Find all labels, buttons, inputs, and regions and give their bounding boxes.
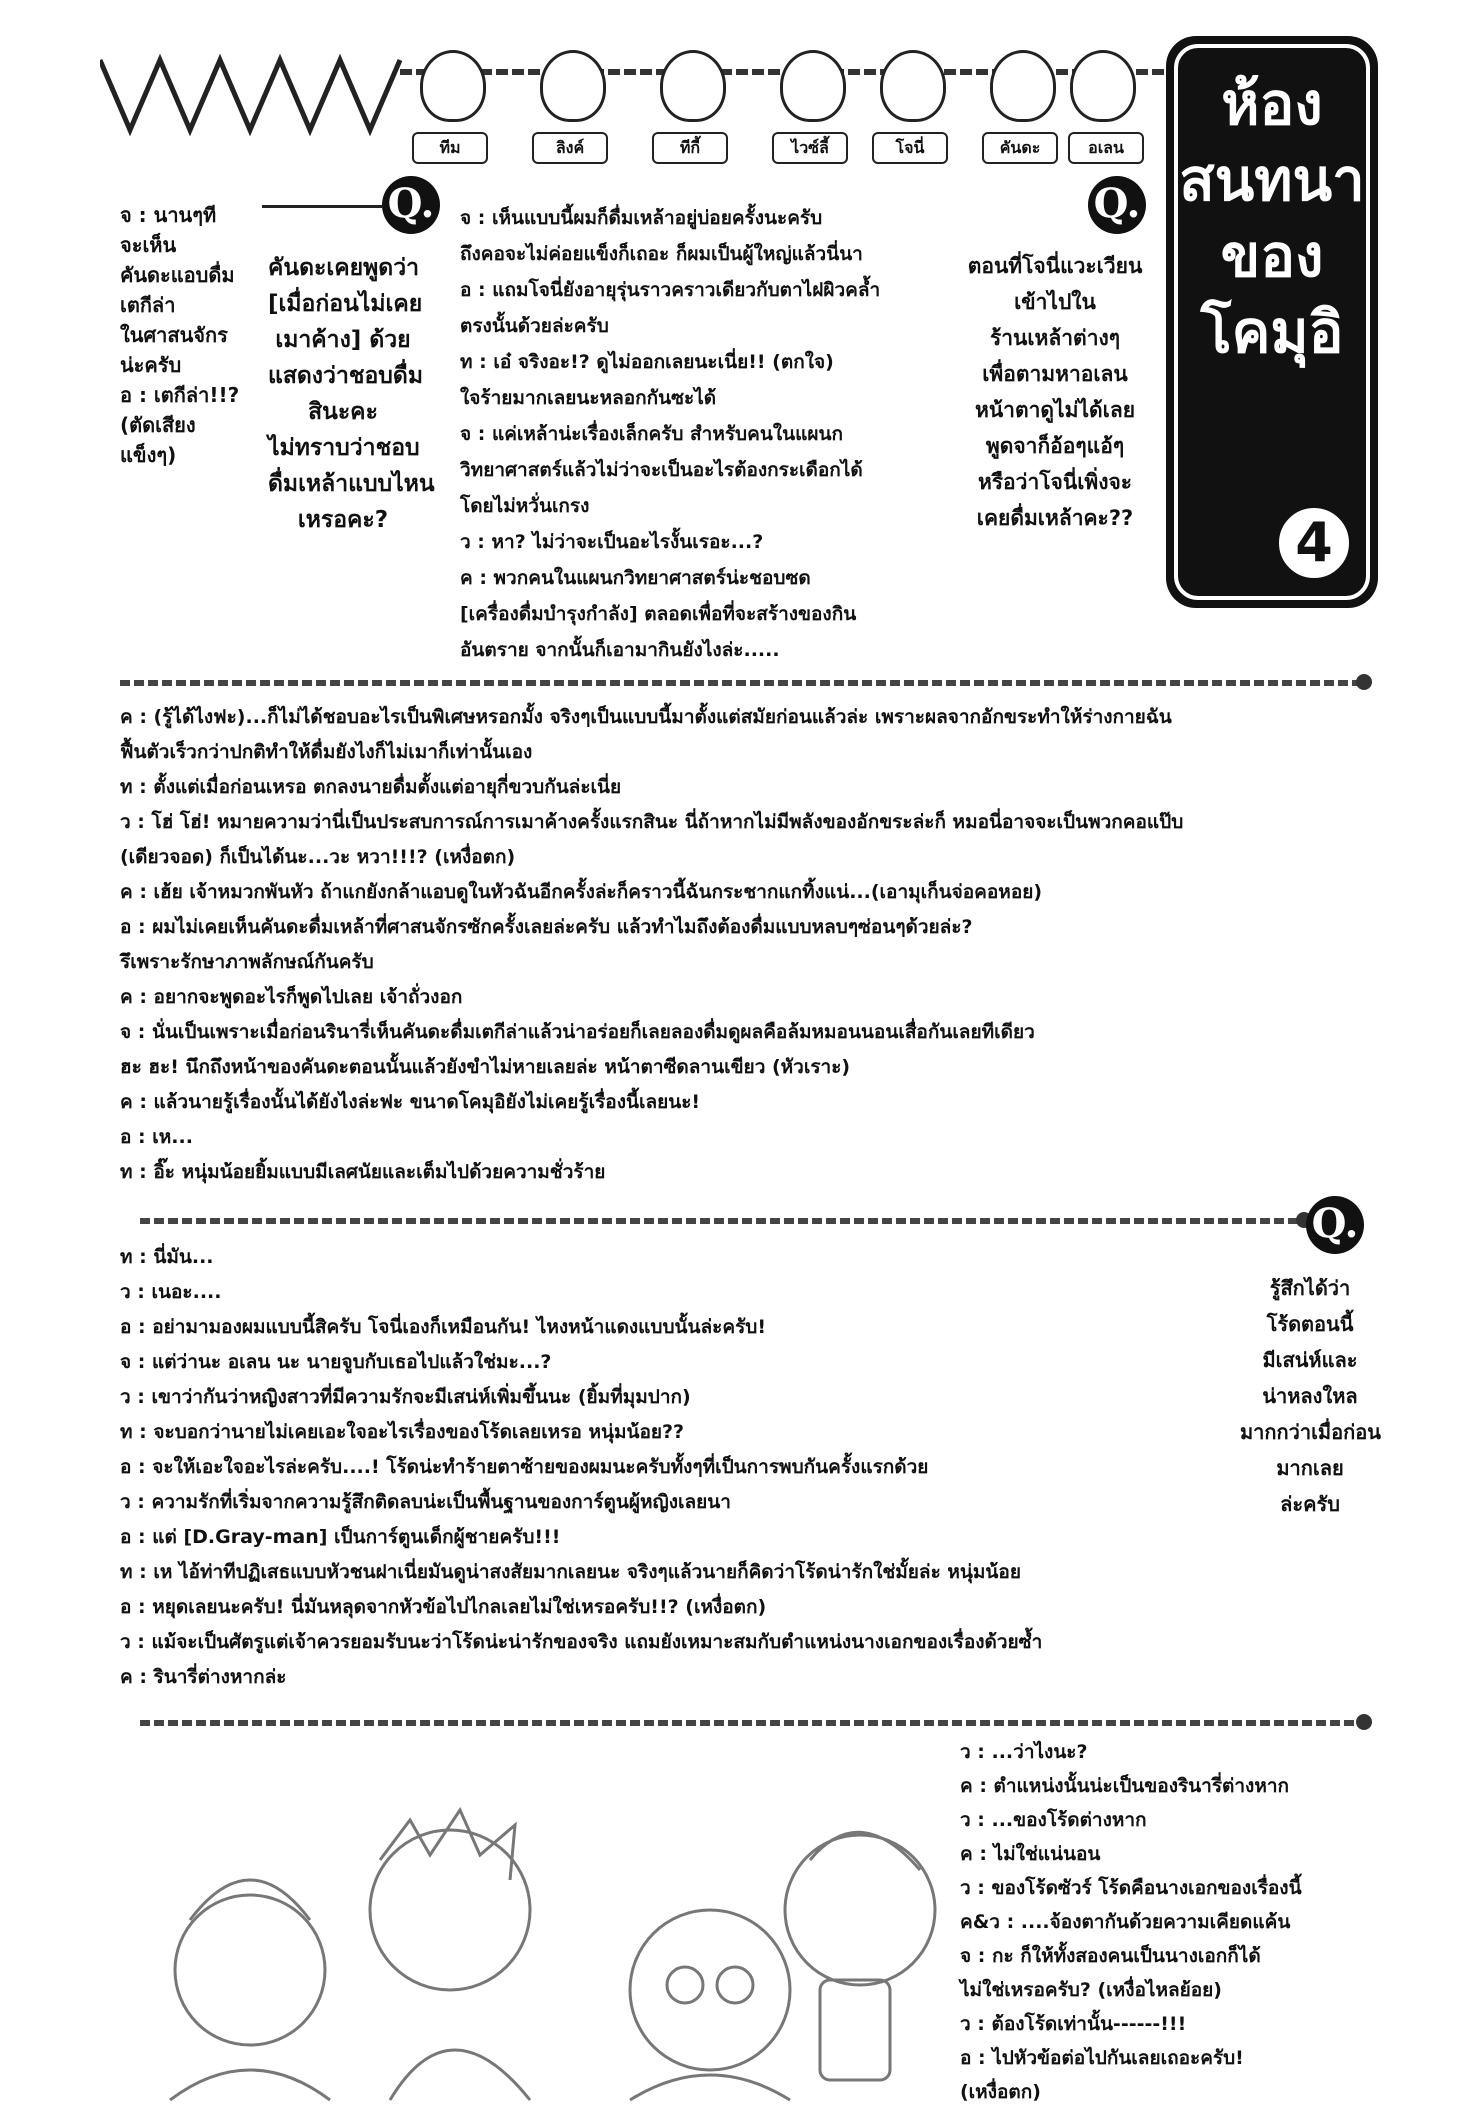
character-tag: โจนี่ bbox=[872, 132, 948, 164]
character-face-wisely bbox=[780, 50, 846, 122]
character-face-tiki bbox=[660, 50, 726, 122]
q-badge: Q. bbox=[1306, 1196, 1364, 1254]
section-divider bbox=[140, 1720, 1360, 1726]
character-tag: ทีม bbox=[412, 132, 488, 164]
page-title: ห้อง สนทนา ของ โคมุอิ bbox=[1179, 70, 1365, 366]
q-badge: Q. bbox=[1088, 176, 1146, 234]
section-divider bbox=[140, 1218, 1300, 1224]
section-divider bbox=[120, 680, 1360, 686]
character-tag: ไวซ์ลี้ bbox=[772, 132, 848, 164]
answer-left: จ : นานๆที จะเห็น คันดะแอบดื่ม เตกีล่า ในศาสนจักร น่ะครับ อ : เตกีล่า!!? (ตัดเสียง แข็งๆ) bbox=[120, 203, 240, 467]
question-section-3: รู้สึกได้ว่า โร้ดตอนนี้ มีเสน่ห์และ น่าหลงใหล มากกว่าเมื่อก่อน มากเลย ล่ะครับ bbox=[1240, 1276, 1381, 1516]
dialogue-section-3: ท : นี่มัน... ว : เนอะ.... อ : อย่ามามองผมแบบนี้สิครับ โจนี่เองก็เหมือนกัน! ไหงหน้าแดงแบบนั้นล่ะครับ! จ : แต่ว่านะ อเลน นะ นายจูบกับเธอไปแล้วใช่มะ...? ว : เขาว่ากันว่าหญิงสาวที่มีความรักจะมีเสน่ห์เพิ่มขึ้นนะ (ยิ้มที่มุมปาก) ท : จะบอกว่านายไม่เคยเอะใจอะไรเรื่องของโร้ดเลยเหรอ หนุ่มน้อย?? อ : จะให้เอะใจอะไรล่ะครับ....! โร้ดน่ะทำร้ายตาซ้ายของผมนะครับทั้งๆที่เป็นการพบกันครั้งแรกด้วย ว : ความรักที่เริ่มจากความรู้สึกติดลบน่ะเป็นพื้นฐานของการ์ตูนผู้หญิงเลยนา อ : แต่ [D.Gray-man] เป็นการ์ตูนเด็กผู้ชายครับ!!! ท : เห ไอ้ท่าทีปฏิเสธแบบหัวชนฝาเนี่ยมันดูน่าสงสัยมากเลยนะ จริงๆแล้วนายก็คิดว่าโร้ดน่ารักใช่มั้ยล่ะ หนุ่มน้อย อ : หยุดเลยนะครับ! นี่มันหลุดจากหัวข้อไปไกลเลยไม่ใช่เหรอครับ!!? (เหงื่อตก) ว : แม้จะเป็นศัตรูแต่เจ้าควรยอมรับนะว่าโร้ดน่ะน่ารักของจริง แถมยังเหมาะสมกับตำแหน่งนางเอกของเรื่องด้วยซ้ำ ค : รินารี่ต่างหากล่ะ bbox=[120, 1246, 1043, 1688]
question-right: ตอนที่โจนี่แวะเวียน เข้าไปใน ร้านเหล้าต่างๆ เพื่อตามหาอเลน หน้าตาดูไม่ได้เลย พูดจาก็อ้อๆแอ้ๆ หรือว่าโจนี่เพิ่งจะ เคยดื่มเหล้าคะ?? bbox=[967, 254, 1143, 530]
dialogue-section-4: ว : ...ว่าไงนะ? ค : ตำแหน่งนั้นน่ะเป็นของรินารี่ต่างหาก ว : ...ของโร้ดต่างหาก ค : ไม่ใช่แน่นอน ว : ของโร้ดซัวร์ โร้ดคือนางเอกของเรื่องนี้ ค&ว : ....จ้องตากันด้วยความเคียดแค้น จ : กะ ก็ให้ทั้งสองคนเป็นนางเอกก็ได้ ไม่ใช่เหรอครับ? (เหงื่อไหลย้อย) ว : ต้องโร้ดเท่านั้น------!!! อ : ไปหัวข้อต่อไปกันเลยเถอะครับ! (เหงื่อตก) bbox=[960, 1741, 1302, 2103]
character-tag: อเลน bbox=[1068, 132, 1144, 164]
character-tag: ทีกี้ bbox=[652, 132, 728, 164]
character-face-link bbox=[540, 50, 606, 122]
character-face-tim bbox=[420, 50, 486, 122]
dialogue-section-2: ค : (รู้ได้ไงฟะ)...ก็ไม่ได้ชอบอะไรเป็นพิเศษหรอกมั้ง จริงๆเป็นแบบนี้มาตั้งแต่สมัยก่อนแล้วล่ะ เพราะผลจากอักขระทำให้ร่างกายฉัน ฟื้นตัวเร็วกว่าปกติทำให้ดื่มยังไงก็ไม่เมาก็เท่านั้นเอง ท : ตั้งแต่เมื่อก่อนเหรอ ตกลงนายดื่มตั้งแต่อายุกี่ขวบกันล่ะเนี่ย ว : โฮ่ โฮ่! หมายความว่านี่เป็นประสบการณ์การเมาค้างครั้งแรกสินะ นี่ถ้าหากไม่มีพลังของอักขระล่ะก็ หมอนี่อาจจะเป็นพวกคอแป๊บ (เดียวจอด) ก็เป็นได้นะ...วะ หวา!!!? (เหงื่อตก) ค : เฮ้ย เจ้าหมวกพันหัว ถ้าแกยังกล้าแอบดูในหัวฉันอีกครั้งล่ะก็คราวนี้ฉันกระชากแกทิ้งแน่...(เอามุเก็นจ่อคอหอย) อ : ผมไม่เคยเห็นคันดะดื่มเหล้าที่ศาสนจักรซักครั้งเลยล่ะครับ แล้วทำไมถึงต้องดื่มแบบหลบๆซ่อนๆด้วยล่ะ? รึเพราะรักษาภาพลักษณ์กันครับ ค : อยากจะพูดอะไรก็พูดไปเลย เจ้าถั่วงอก จ : นั่นเป็นเพราะเมื่อก่อนรินารี่เห็นคันดะดื่มเตกีล่าแล้วน่าอร่อยก็เลยลองดื่มดูผลคือล้มหมอนนอนเสื่อกันเลยทีเดียว ฮะ ฮะ! นึกถึงหน้าของคันดะตอนนั้นแล้วยังขำไม่หายเลยล่ะ หน้าตาซีดลานเขียว (หัวเราะ) ค : แล้วนายรู้เรื่องนั้นได้ยังไงล่ะฟะ ขนาดโคมุอิยังไม่เคยรู้เรื่องนี้เลยนะ! อ : เห... ท : อิ๊ะ หนุ่มน้อยยิ้มแบบมีเลศนัยและเต็มไปด้วยความชั่วร้าย bbox=[120, 706, 1184, 1183]
character-face-johnny bbox=[880, 50, 946, 122]
character-face-kanda bbox=[990, 50, 1056, 122]
character-tag: ลิงค์ bbox=[532, 132, 608, 164]
characters-sketch-illustration bbox=[130, 1800, 950, 2110]
character-face-allen bbox=[1070, 50, 1136, 122]
answer-right: จ : เห็นแบบนี้ผมก็ดื่มเหล้าอยู่บ่อยครั้งนะครับ ถึงคอจะไม่ค่อยแข็งก็เถอะ ก็ผมเป็นผู้ใหญ่แล้วนี่นา อ : แถมโจนี่ยังอายุรุ่นราวคราวเดียวกับตาไฝผิวคล้ำ ตรงนั้นด้วยล่ะครับ ท : เอ๋ จริงอะ!? ดูไม่ออกเลยนะเนี่ย!! (ตกใจ) ใจร้ายมากเลยนะหลอกกันซะได้ จ : แค่เหล้าน่ะเรื่องเล็กครับ สำหรับคนในแผนก วิทยาศาสตร์แล้วไม่ว่าจะเป็นอะไรต้องกระเดือกได้ โดยไม่หวั่นเกรง ว : หา? ไม่ว่าจะเป็นอะไรงั้นเรอะ...? ค : พวกคนในแผนกวิทยาศาสตร์น่ะชอบซด [เครื่องดื่มบำรุงกำลัง] ตลอดเพื่อที่จะสร้างของกิน อันตราย จากนั้นก็เอามากินยังไงล่ะ..... bbox=[460, 207, 881, 661]
question-left: คันดะเคยพูดว่า [เมื่อก่อนไม่เคย เมาค้าง] ด้วย แสดงว่าชอบดื่ม สินะคะ ไม่ทราบว่าชอบ ดื่มเหล้าแบบไหน เหรอคะ? bbox=[268, 255, 435, 533]
q-badge: Q. bbox=[382, 176, 440, 234]
episode-number: 4 bbox=[1276, 505, 1352, 581]
character-tag: คันดะ bbox=[982, 132, 1058, 164]
